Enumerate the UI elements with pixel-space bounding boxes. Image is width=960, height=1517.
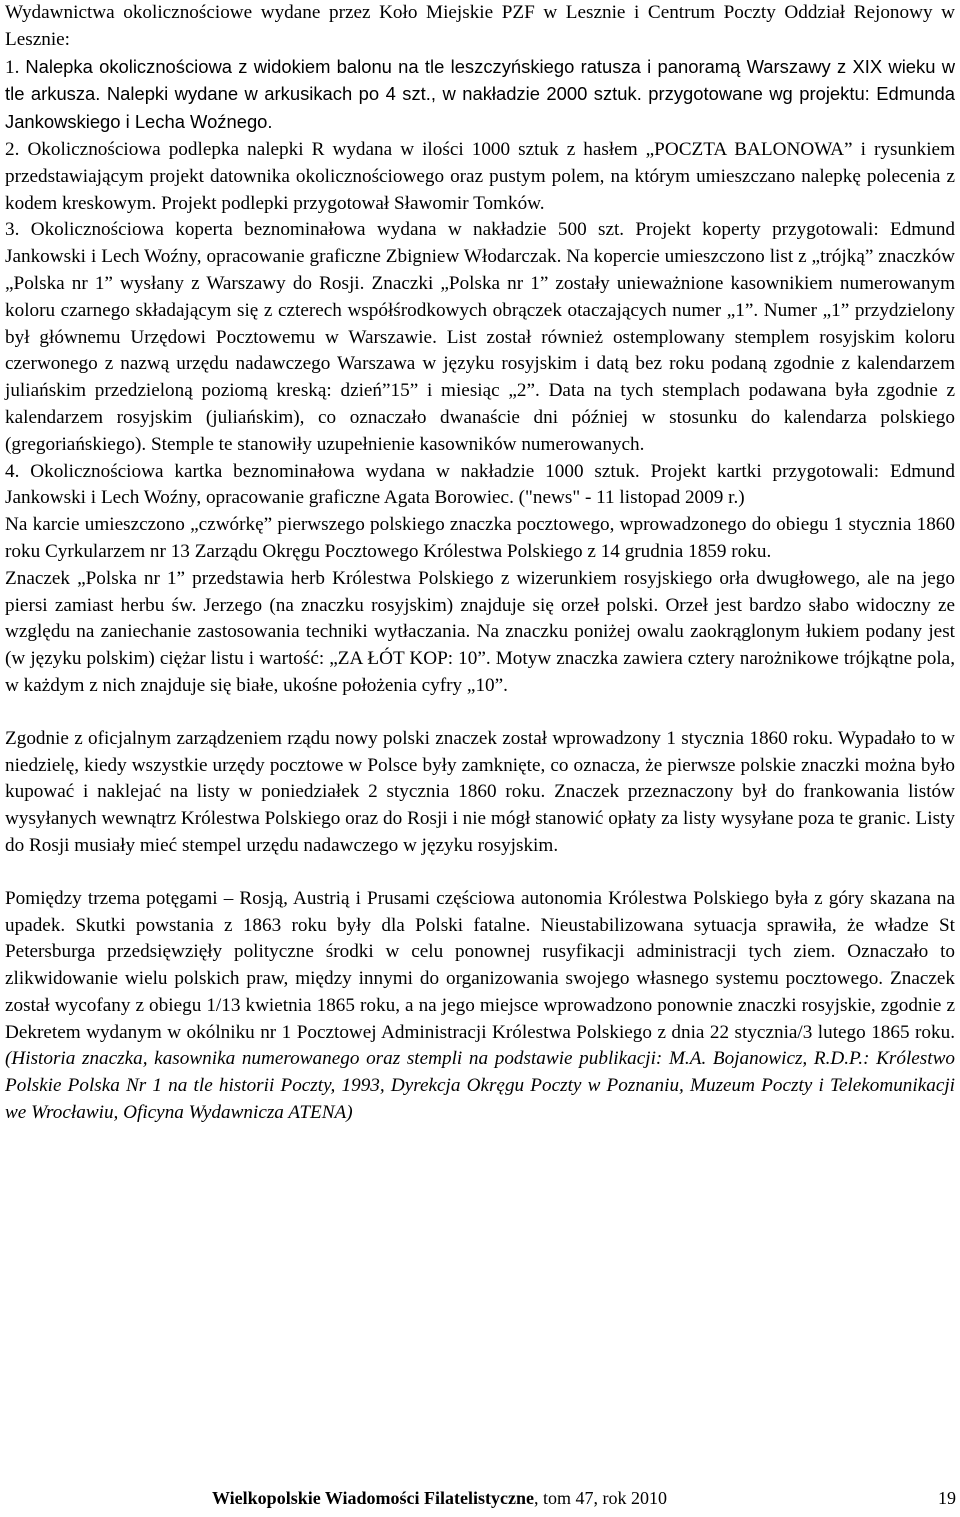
item-1-number: 1. — [5, 56, 20, 78]
item-3-text: Okolicznościowa koperta beznominałowa wydana w nakładzie 500 szt. Projekt koperty przygotowali: Edmund Jankowski i Lech Woźny, opracowanie graficzne Zbigniew Włodarczak. Na kopercie umieszczono list z „trójką” znaczków „Polska nr 1” wysłany z Warszawy do Rosji. Znaczki „Polska nr 1” zostały unieważnione kasownikiem numerowanym koloru czarnego składającym się z czterech współśrodkowych obrączek otaczających numer „1”. Numer „1” przydzielony był głównemu Urzędowi Pocztowemu w Warszawie. List został również ostemplowany stemplem rosyjskim koloru czerwonego z nazwą urzędu nadawczego Warszawa w języku rosyjskim i datą bez roku podaną zgodnie z kalendarzem juliańskim przedzieloną poziomą kreską: dzień”15” i miesiąc „2”. Data na tych stemplach podawana była zgodnie z kalendarzem rosyjskim (juliańskim), co oznaczało dwanaście dni później w stosunku do kalendarza polskiego (gregoriańskiego). Stemple te stanowiły uzupełnienie kasowników numerowanych. — [5, 219, 956, 455]
item-4-text: Okolicznościowa kartka beznominałowa wydana w nakładzie 1000 sztuk. Projekt kartki przygotowali: Edmund Jankowski i Lech Woźny, opracowanie graficzne Agata Borowiec. ("news" - 11 listopad 2009 r.) — [5, 460, 955, 509]
item-3-paragraph — [5, 217, 955, 458]
zgodnie-paragraph: Zgodnie z oficjalnym zarządzeniem rządu nowy polski znaczek został wprowadzony 1 stycznia 1860 roku. Wypadało to w niedzielę, kiedy wszystkie urzędy pocztowe w Polsce były zamknięte, co oznacza, że pierwsze polskie znaczki można było kupować i naklejać na listy w poniedziałek 2 stycznia 1860 roku. Znaczek przeznaczony był do frankowania listów wysyłanych wewnątrz Królestwa Polskiego oraz do Rosji i nie mógł stanowić opłaty za listy wysyłane poza te granic. Listy do Rosji musiały mieć stempel urzędu nadawczego w języku rosyjskim. — [5, 727, 955, 856]
page-number: 19 — [938, 1488, 956, 1508]
item-4-paragraph — [5, 459, 955, 513]
item-1-text: Nalepka okolicznościowa z widokiem balonu na tle leszczyńskiego ratusza i panoramą Warszawy z XIX wieku w tle arkusza. Nalepki wydane w arkusikach po 4 szt., w nakładzie 2000 sztuk. przygotowane wg projektu: Edmunda Jankowskiego i Lecha Woźnego. — [5, 55, 955, 133]
item-2-paragraph — [5, 137, 955, 217]
journal-issue: , tom 47, rok 2010 — [534, 1488, 668, 1508]
item-4-number: 4. — [5, 460, 20, 482]
page-footer — [212, 1487, 956, 1509]
item-2-text: Okolicznościowa podlepka nalepki R wydana w ilości 1000 sztuk z hasłem „POCZTA BALONOWA” i rysunkiem przedstawiającym projekt datownika okolicznościowego oraz pustym polem, na którym umieszczano nalepkę polecenia z kodem kreskowym. Projekt podlepki przygotował Sławomir Tomków. — [5, 138, 955, 214]
journal-title: Wielkopolskie Wiadomości Filatelistyczne — [212, 1488, 535, 1508]
bibliography-reference: (Historia znaczka, kasownika numerowanego oraz stempli na podstawie publikacji: M.A. Bojanowicz, R.D.P.: Królestwo Polskie Polska Nr 1 na tle historii Poczty, 1993, Dyrekcja Okręgu Poczty w Poznaniu, Muzeum Poczty i Telekomunikacji we Wrocławiu, Oficyna Wydawnicza ATENA) — [5, 1048, 955, 1124]
pomiedzy-text: Pomiędzy trzema potęgami – Rosją, Austrią i Prusami częściowa autonomia Królestwa Polskiego była z góry skazana na upadek. Skutki powstania z 1863 roku były dla Polski fatalne. Nieustabilizowana sytuacja sprawiła, że władze St Petersburga przedsięwzięły polityczne środki w celu ponownej rusyfikacji administracji tych ziem. Oznaczało to zlikwidowanie wielu polskich praw, między innymi do organizowania swojego własnego systemu pocztowego. Znaczek został wycofany z obiegu 1/13 kwietnia 1865 roku, a na jego miejsce wprowadzono ponownie znaczki rosyjskie, zgodnie z Dekretem wydanym w okólniku nr 1 Pocztowej Administracji Królestwa Polskiego z dnia 22 stycznia/3 lutego 1865 roku. — [5, 887, 955, 1043]
item-2-number: 2. — [5, 138, 20, 160]
document-page — [5, 0, 955, 1127]
intro-paragraph — [5, 0, 955, 137]
znaczek-paragraph: Znaczek „Polska nr 1” przedstawia herb Królestwa Polskiego z wizerunkiem rosyjskiego orła dwugłowego, ale na jego piersi zamiast herbu św. Jerzego (na znaczku rosyjskim) znajduje się orzeł polski. Orzeł jest bardzo słabo widoczny ze względu na zaniechanie zastosowania techniki wytłaczania. Na znaczku poniżej owalu zaokrąglonym łukiem podany jest (w języku polskim) ciężar listu i wartość: „ZA ŁÓT KOP: 10”. Motyw znaczka zawiera cztery narożnikowe trójkątne pola, w każdym z nich znajduje się białe, ukośne położenia cyfry „10”. — [5, 567, 955, 696]
item-3-number: 3. — [5, 219, 20, 241]
pomiedzy-paragraph — [5, 886, 955, 1127]
intro-text: Wydawnictwa okolicznościowe wydane przez Koło Miejskie PZF w Lesznie i Centrum Poczty Oddział Rejonowy w Lesznie: — [5, 2, 955, 50]
karta-paragraph: Na karcie umieszczono „czwórkę” pierwszego polskiego znaczka pocztowego, wprowadzonego do obiegu 1 stycznia 1860 roku Cyrkularzem nr 13 Zarządu Okręgu Pocztowego Królestwa Polskiego z 14 grudnia 1859 roku. — [5, 514, 955, 562]
